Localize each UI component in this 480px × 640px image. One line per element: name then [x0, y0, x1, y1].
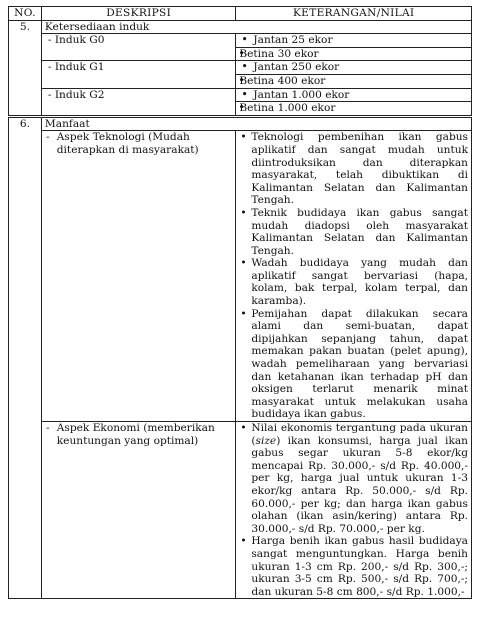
aspek-ekonomi-label: Aspek Ekonomi (memberikan keuntungan yang optimal) [54, 422, 236, 599]
induk-g2-label: - Induk G2 [41, 88, 235, 116]
induk-g0-values [236, 34, 472, 61]
table-header-row [9, 7, 472, 21]
ekonomi-item-1-size: size [255, 434, 277, 447]
section-6-title: Manfaat [41, 116, 471, 131]
section-5-title-row [9, 20, 472, 34]
header-no: NO. [9, 7, 42, 21]
list-item: • Betina 30 ekor [236, 47, 471, 61]
section-5-number: 5. [9, 20, 42, 34]
induk-g2-values [236, 88, 472, 116]
list-item: • Harga benih ikan gabus hasil budidaya sangat menguntungkan. Harga benih ukuran 1-3 cm Rp. 200,- s/d Rp. 300,-; ukuran 3-5 cm Rp. 500,- s/d Rp. 700,-; dan ukuran 5-8 cm 800,- s/d Rp. 1.000,- [239, 535, 468, 598]
table-row: - Aspek Ekonomi (memberikan keuntungan yang optimal) • Nilai ekonomis tergantung pada ukuran (size) ikan konsumsi, harga jual ikan gabus segar ukuran 5-8 ekor/kg mencapai Rp. 30.000,- s/d Rp. 40.000,- per kg, harga jual untuk ukuran 1-3 ekor/kg antara Rp. 50.000,- s/d Rp. 60.000,- per kg; dan harga ikan gabus olahan (ikan asin/kering) antara Rp. 30.000,- s/d Rp. 70.000,- per kg. • Harga benih ikan gabus hasil budidaya sangat menguntungkan. Harga benih ukuran 1-3 cm Rp. 200,- s/d Rp. 300,-; ukuran 3-5 cm Rp. 500,- s/d Rp. 700,-; dan ukuran 5-8 cm 800,- s/d Rp. 1.000,- [9, 422, 472, 599]
aspek-teknologi-label: Aspek Teknologi (Mudah diterapkan di masyarakat) [54, 131, 236, 422]
header-keterangan: KETERANGAN/NILAI [236, 7, 472, 21]
header-deskripsi: DESKRIPSI [41, 7, 235, 21]
aspek-teknologi-values [236, 131, 472, 422]
table-row: - Aspek Teknologi (Mudah diterapkan di masyarakat) • Teknologi pembenihan ikan gabus aplikatif dan sangat mudah untuk diintroduksikan dan diterapkan masyarakat, telah dibuktikan di Kalimantan Selatan dan Kalimantan Tengah. • Teknik budidaya ikan gabus sangat mudah diadopsi oleh masyarakat Kalimantan Selatan dan Kalimantan Tengah. • Wadah budidaya yang mudah dan aplikatif sangat bervariasi (hapa, kolam, bak terpal, kolam terpal, dan karamba). • Pemijahan dapat dilakukan secara alami dan semi-buatan, dapat dipijahkan sepanjang tahun, dapat memakan pakan buatan (pelet apung), wadah pemeliharaan yang bervariasi dan ketahanan ikan terhadap pH dan oksigen terlarut menarik minat masyarakat untuk melakukan usaha budidaya ikan gabus. [9, 131, 472, 422]
list-item: • Jantan 1.000 ekor [239, 89, 468, 102]
ekonomi-item-1-part-a: Nilai ekonomis tergantung pada ukuran ( [251, 422, 468, 447]
list-item: • Betina 1.000 ekor [236, 101, 471, 115]
aspek-ekonomi-values [236, 422, 472, 599]
section-6-number: 6. [9, 116, 42, 131]
table-row [9, 34, 472, 61]
list-item: • Betina 400 ekor [236, 74, 471, 88]
table-row [9, 88, 472, 116]
list-item: • Teknik budidaya ikan gabus sangat mudah diadopsi oleh masyarakat Kalimantan Selatan dan Kalimantan Tengah. [239, 207, 468, 257]
ekonomi-item-1-part-b: ) ikan konsumsi, harga jual ikan gabus segar ukuran 5-8 ekor/kg mencapai Rp. 30.000,- s/d Rp. 40.000,- per kg, harga jual untuk ukuran 1-3 ekor/kg antara Rp. 50.000,- s/d Rp. 60.000,- per kg; dan harga ikan gabus olahan (ikan asin/kering) antara Rp. 30.000,- s/d Rp. 70.000,- per kg. [251, 434, 468, 535]
list-item: • Wadah budidaya yang mudah dan aplikatif sangat bervariasi (hapa, kolam, bak terpal, kolam terpal, dan karamba). [239, 257, 468, 307]
list-item: • Jantan 250 ekor [239, 61, 468, 74]
table-row [9, 61, 472, 88]
list-item: • Pemijahan dapat dilakukan secara alami dan semi-buatan, dapat dipijahkan sepanjang tahun, dapat memakan pakan buatan (pelet apung), wadah pemeliharaan yang bervariasi dan ketahanan ikan terhadap pH dan oksigen terlarut menarik minat masyarakat untuk melakukan usaha budidaya ikan gabus. [239, 308, 468, 421]
section-5-title: Ketersediaan induk [41, 20, 471, 34]
list-item [239, 422, 468, 535]
list-item: • Jantan 25 ekor [239, 34, 468, 47]
section-6-title-row [9, 116, 472, 131]
list-item: • Teknologi pembenihan ikan gabus aplikatif dan sangat mudah untuk diintroduksikan dan diterapkan masyarakat, telah dibuktikan di Kalimantan Selatan dan Kalimantan Tengah. [239, 131, 468, 207]
induk-g0-label: - Induk G0 [41, 34, 235, 61]
document-table [8, 6, 472, 599]
induk-g1-label: - Induk G1 [41, 61, 235, 88]
induk-g1-values [236, 61, 472, 88]
